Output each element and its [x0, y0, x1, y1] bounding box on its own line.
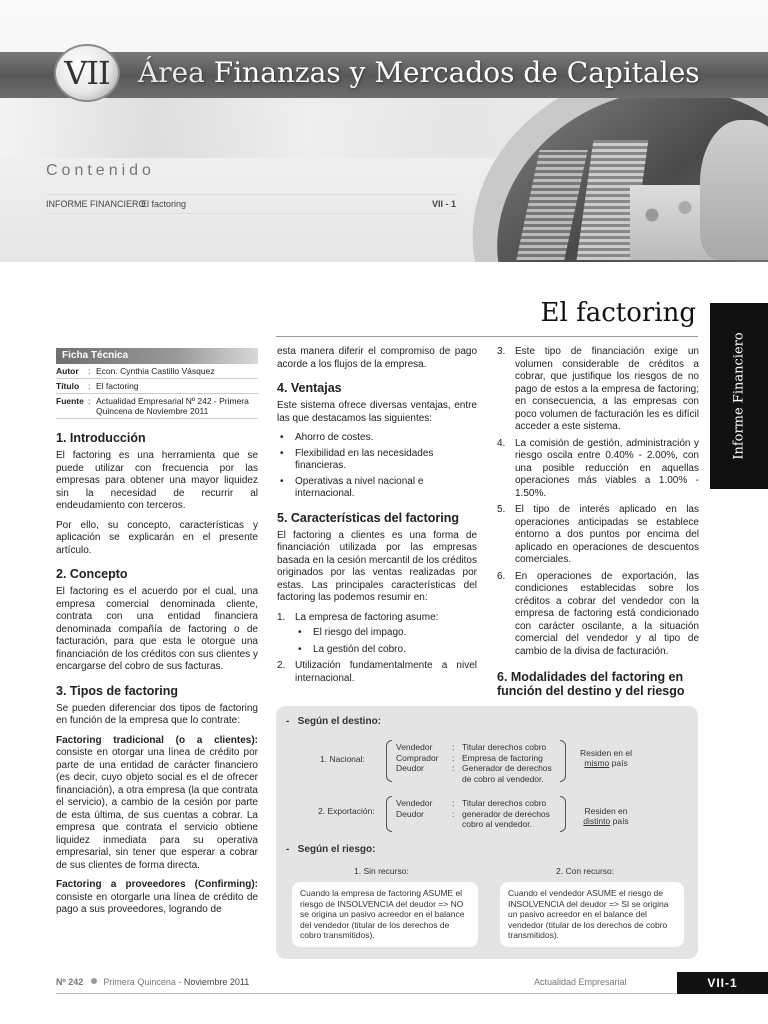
ficha-key: Autor	[56, 364, 88, 379]
page-footer	[56, 972, 768, 994]
paragraph: esta manera diferir el compromiso de pago acorde a los flujos de la empresa.	[277, 346, 477, 370]
toc-category: INFORME FINANCIERO	[46, 199, 146, 209]
nacional-desc: Titular derechos cobro Empresa de factoring Generador de derechos de cobro al vendedor.	[462, 742, 552, 784]
column-3	[497, 346, 699, 703]
list-item: 4. La comisión de gestión, administración y riesgo oscila entre 0.40% - 2.00%, con una posible reducción en aquellas operaciones más viables a 1.00% - 1.50%.	[497, 437, 699, 499]
ficha-row: Título : El factoring	[56, 379, 258, 394]
exportacion-desc: Titular derechos cobro generador de derechos cobro al vendedor.	[462, 798, 550, 829]
section-name: Finanzas y Mercados de Capitales	[213, 56, 700, 89]
list-item: • Flexibilidad en las necesidades financieras.	[277, 448, 477, 473]
paragraph: El factoring es una herramienta que se puede utilizar con frecuencia por las empresas para obtener una mayor liquidez sin la necesidad de recurrir al endeudamiento con terceros.	[56, 450, 258, 511]
chapter-numeral: VII	[64, 54, 110, 92]
toc-page: VII - 1	[432, 199, 457, 209]
paragraph: El factoring es el acuerdo por el cual, una empresa comercial denominada cliente, contrata con una entidad financiera denominada compañía de factoring o de facturación, para que esta le otorgue una financiación de los créditos con sus clientes y encargarse del cobro de sus facturas.	[56, 586, 258, 672]
exportacion-label: 2. Exportación:	[318, 806, 375, 816]
brace	[560, 740, 566, 782]
footer-rule	[56, 993, 676, 994]
ventajas-list	[277, 432, 477, 501]
section-area: Área	[138, 56, 205, 89]
section-side-tab	[710, 303, 768, 489]
toc-row[interactable]	[46, 194, 458, 214]
heading-tipos: 3. Tipos de factoring	[56, 683, 179, 698]
heading-ventajas: 4. Ventajas	[277, 381, 342, 395]
footer-issue-info	[56, 977, 249, 987]
term-text: consiste en otorgar una línea de crédito por parte de una entidad de carácter financiero (es decir, cuyo objeto social es el de ofrecer financiación), a otra empresa (la que contrata el servicio), a cambio de la cesión por parte de esta última, de sus cuentas a cobrar. La empresa que contrata el servicio obtiene liquidez inmediata para su operativa empresarial, sin tener que esperar a cobrar de sus clientes de forma directa.	[56, 747, 258, 871]
paragraph-tipo-tradicional	[56, 735, 258, 873]
ficha-key: Fuente	[56, 394, 88, 419]
brace	[386, 796, 392, 832]
title-rule	[276, 336, 698, 337]
sin-recurso-box: Cuando la empresa de factoring ASUME el riesgo de INSOLVENCIA del deudor => NO se origina un pasivo acreedor en el balance del vendedor (titular de los derechos de cobro transmitidos).	[292, 882, 478, 947]
list-item: 1. La empresa de factoring asume: • El riesgo del impago. • La gestión del cobro.	[277, 612, 477, 657]
modalidades-diagram: - Según el destino: 1. Nacional: Vendedor Comprador Deudor : : : Titular derechos cobro Empresa de factoring Generador de derechos de cobro al vendedor. Residen en el mismo país 2. Exportación: Vendedor Deudor : : Titular derechos cobro generador de derechos cobro al vendedor. Residen en distinto país - Según el riesgo: 1. Sin recurso: 2. Con recurso: Cuando la empresa de factoring ASUME el riesgo de INSOLVENCIA del deudor => NO se origina un pasivo acreedor en el balance del vendedor (titular de los derechos de cobro transmitidos). Cuando el vendedor ASUME el riesgo de INSOLVENCIA del deudor => SI se origina un pasivo acreedor en el balance del vendedor (titular de los derechos de cobro transmitidos).	[276, 706, 698, 959]
list-item-text: La empresa de factoring asume:	[295, 611, 439, 623]
footer-issue: Nº 242	[56, 977, 84, 987]
exportacion-note: Residen en distinto país	[583, 806, 629, 826]
ficha-row: Fuente : Actualidad Empresarial Nº 242 - Primera Quincena de Noviembre 2011	[56, 394, 258, 419]
section-title	[138, 56, 700, 89]
list-item: 3. Este tipo de financiación exige un volumen considerable de créditos a cobrar, que justifique los riesgos de no pago de estos a la empresa de factoring; en consecuencia, a las empresas con poco volumen de facturación les es difícil acceder a este sistema.	[497, 346, 699, 432]
heading-concepto: 2. Concepto	[56, 567, 128, 581]
ficha-row: Autor : Econ. Cynthia Castillo Vásquez	[56, 364, 258, 379]
chapter-badge	[54, 44, 120, 102]
term-label: Factoring tradicional (o a clientes):	[56, 734, 258, 746]
ficha-tecnica	[56, 348, 258, 419]
term-label: Factoring a proveedores (Confirming):	[56, 879, 258, 890]
list-item: • La gestión del cobro.	[277, 644, 477, 657]
heading-modalidades: 6. Modalidades del factoring en función del destino y del riesgo	[497, 670, 685, 698]
header-banner	[0, 0, 768, 262]
paragraph: Por ello, su concepto, características y aplicación se explicarán en el presente artículo.	[56, 519, 258, 556]
list-item: 6. En operaciones de exportación, las condiciones establecidas sobre los créditos a cobrar del vendedor con la empresa de factoring está condicionado con carácter oscilante, a la situación comercial del vendedor y al tipo de cambio de la divisa de facturación.	[497, 570, 699, 657]
list-item-text: Este tipo de financiación exige un volumen considerable de créditos a cobrar, que justifique los riesgos de no pago de estos a la empresa de factoring; en consecuencia, a las empresas con poco volumen de facturación les es difícil acceder a este sistema.	[515, 346, 699, 432]
column-2	[277, 346, 477, 691]
side-tab-label: Informe Financiero	[731, 332, 747, 460]
brace	[386, 740, 392, 782]
diagram-destino-title: - Según el destino:	[286, 716, 382, 727]
list-item-text: El tipo de interés aplicado en las operaciones anticipadas se establece entorno a dos puntos por encima del aplicado en operaciones de descuentos comerciales.	[515, 504, 699, 565]
term-text: consiste en otorgarle una línea de crédito de pago a sus proveedores, logrando de	[56, 891, 258, 915]
sub-list	[277, 627, 477, 656]
ficha-heading: Ficha Técnica	[56, 348, 258, 364]
brace	[560, 796, 566, 832]
list-item: 5. El tipo de interés aplicado en las operaciones anticipadas se establece entorno a dos puntos por encima del aplicado en operaciones de descuentos comerciales.	[497, 504, 699, 565]
diagram-riesgo-title: - Según el riesgo:	[286, 844, 376, 855]
nacional-note: Residen en el mismo país	[580, 748, 632, 768]
ficha-value: Actualidad Empresarial Nº 242 - Primera Quincena de Noviembre 2011	[96, 394, 258, 419]
ficha-value: Econ. Cynthia Castillo Vásquez	[96, 364, 258, 379]
con-recurso-box: Cuando el vendedor ASUME el riesgo de INSOLVENCIA del deudor => SI se origina un pasivo acreedor en el balance del vendedor (titular de los derechos de cobro transmitidos).	[500, 882, 684, 947]
nacional-roles: Vendedor Comprador Deudor	[396, 742, 439, 773]
nacional-label: 1. Nacional:	[320, 754, 365, 764]
exportacion-roles: Vendedor Deudor	[396, 798, 433, 819]
list-item-text: Utilización fundamentalmente a nivel internacional.	[295, 660, 477, 684]
caracteristicas-list	[277, 612, 477, 686]
footer-publication: Actualidad Empresarial	[534, 977, 627, 987]
footer-date: Noviembre 2011	[183, 977, 250, 987]
toc-topic: El factoring	[141, 199, 187, 209]
paragraph: Se pueden diferenciar dos tipos de factoring en función de la empresa que lo contrate:	[56, 702, 258, 726]
list-item: • Ahorro de costes.	[277, 432, 477, 445]
caracteristicas-list-cont	[497, 346, 699, 658]
heading-introduccion: 1. Introducción	[56, 431, 146, 445]
article-title: El factoring	[540, 298, 696, 328]
bullet-icon	[91, 978, 97, 984]
page-number: VII-1	[677, 972, 768, 994]
paragraph-tipo-proveedores	[56, 879, 258, 917]
contents-label: Contenido	[46, 162, 155, 179]
ficha-key: Título	[56, 379, 88, 394]
list-item-text: La comisión de gestión, administración y riesgo oscila entre 0.40% - 2.00%, con una posible reducción en aquellas operaciones más viables a 1.00% - 1.50%.	[515, 437, 699, 499]
list-item: • El riesgo del impago.	[277, 627, 477, 640]
footer-period: Primera Quincena -	[103, 977, 184, 987]
sin-recurso-label: 1. Sin recurso:	[354, 866, 409, 876]
person-image	[700, 120, 768, 260]
ficha-value: El factoring	[96, 379, 258, 394]
ficha-table	[56, 364, 258, 419]
column-1	[56, 348, 258, 924]
paragraph: Este sistema ofrece diversas ventajas, entre las que destacamos las siguientes:	[277, 400, 477, 424]
con-recurso-label: 2. Con recurso:	[556, 866, 615, 876]
paragraph: El factoring a clientes es una forma de financiación utilizada por las empresas basada en la cesión mercantil de los créditos originados por las ventas realizadas por estas. Las principales características del factoring las podemos resumir en:	[277, 529, 477, 603]
list-item: • Operativas a nivel nacional e internacional.	[277, 476, 477, 501]
heading-caracteristicas: 5. Características del factoring	[277, 510, 460, 525]
list-item: 2. Utilización fundamentalmente a nivel internacional.	[277, 660, 477, 684]
list-item-text: En operaciones de exportación, las condiciones establecidas sobre los créditos a cobrar del vendedor con la empresa de factoring está condicionado con carácter oscilante, a la situación comercial del vendedor y al tipo de cambio de la divisa de facturación.	[515, 570, 699, 657]
